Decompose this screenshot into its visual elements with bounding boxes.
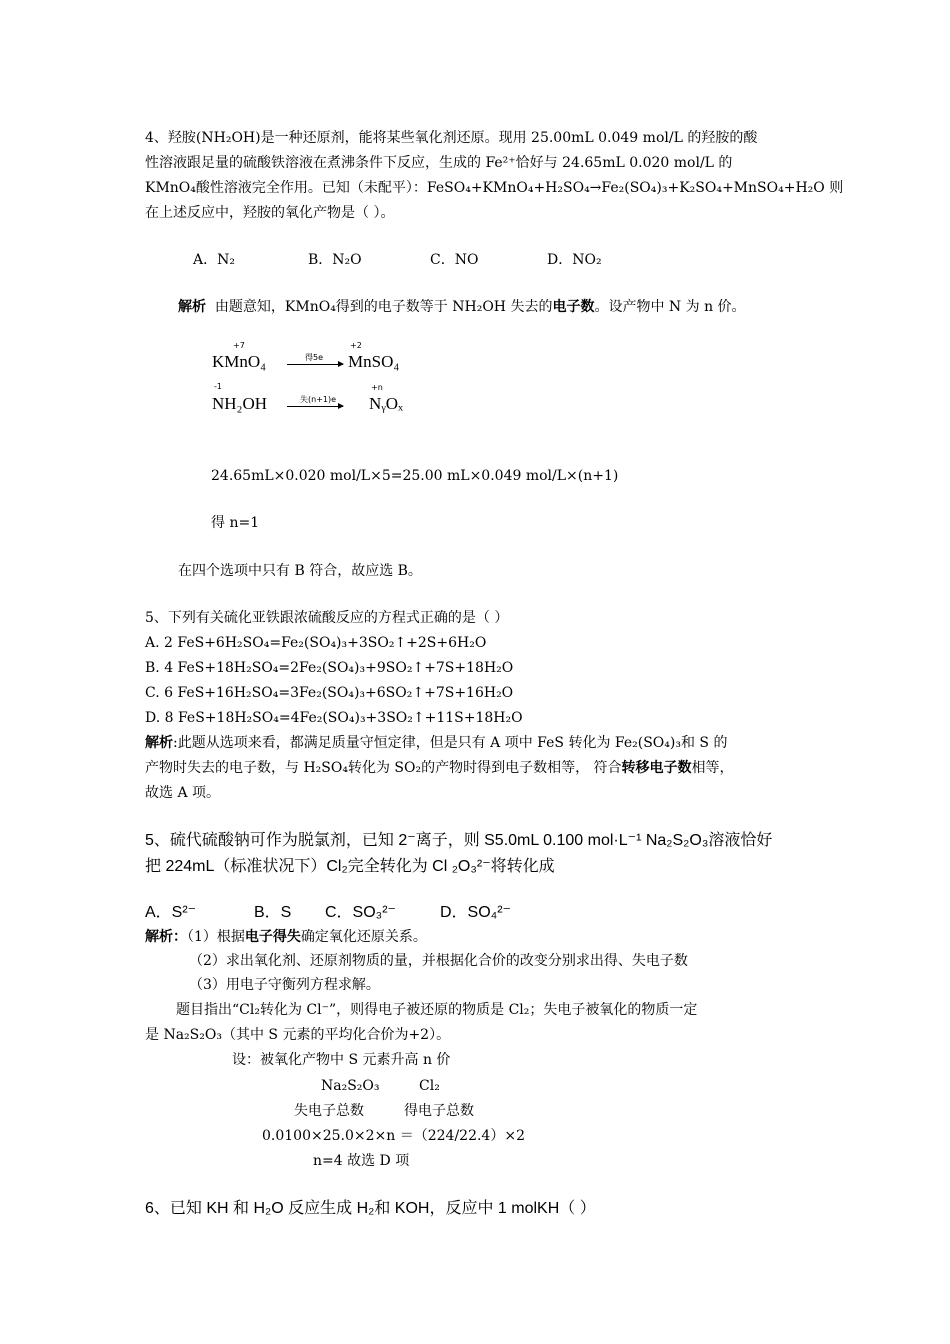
q4-result: 得 n=1 [211,515,260,531]
q4-analysis-bold: 电子数 [552,299,595,315]
q4-analysis-label: 解析 [178,299,206,315]
q5a-option-b: B. 4 FeS+18H₂SO₄=2Fe₂(SO₄)₃+9SO₂↑+7S+18H₂O [145,660,514,676]
q5a-analysis-text-2: 产物时失去的电子数，与 H₂SO₄转化为 SO₂的产物时得到电子数相等， 符合 [145,760,622,776]
q5a-analysis-label: 解析 [145,735,173,751]
q4-calculation: 24.65mL×0.020 mol/L×5=25.00 mL×0.049 mol/L×(n+1) [211,468,619,484]
q4-analysis-text-a: 由题意知，KMnO₄得到的电子数等于 NH₂OH 失去的 [214,299,553,315]
q5b-answer: n=4 故选 D 项 [313,1153,410,1169]
q5b-line-1: 5、硫代硫酸钠可作为脱氯剂，已知 2⁻离子，则 S5.0mL 0.100 mol·L⁻¹ Na₂S₂O₃溶液恰好 [145,832,773,849]
q4-line-2: 性溶液跟足量的硫酸铁溶液在煮沸条件下反应，生成的 Fe²⁺恰好与 24.65mL 0.020 mol/L 的 [145,155,733,171]
q5a-analysis-line-2 [145,758,734,778]
q5b-label-2: 得电子总数 [404,1103,474,1119]
q6-title: 6、已知 KH 和 H₂O 反应生成 H₂和 KOH，反应中 1 molKH（ ） [145,1200,596,1217]
q5b-analysis-label: 解析： [145,929,187,945]
q5b-column-1: Na₂S₂O₃ [321,1078,380,1094]
q4-option-c: C．NO [430,252,479,268]
scheme-r1-right: MnSO₄ [348,352,400,371]
scheme-r1-arrow [287,364,343,365]
q5b-setup: 设：被氧化产物中 S 元素升高 n 价 [232,1052,451,1068]
q5b-option-c: C．SO₃²⁻ [325,904,396,921]
q4-conclusion: 在四个选项中只有 B 符合，故应选 B。 [178,563,422,579]
q4-option-d: D．NO₂ [547,252,602,268]
scheme-r2-ox: -1 [214,382,222,391]
q4-option-b: B．N₂O [308,252,362,268]
q5b-option-b: B．S [254,904,292,921]
q4-line-3: KMnO₄酸性溶液完全作用。已知（未配平）：FeSO₄+KMnO₄+H₂SO₄→Fe₂(SO₄)₃+K₂SO₄+MnSO₄+H₂O 则 [145,180,844,196]
q5a-option-d: D. 8 FeS+18H₂SO₄=4Fe₂(SO₄)₃+3SO₂↑+11S+18H₂O [145,710,523,726]
q5b-line-2: 把 224mL（标准状况下）Cl₂完全转化为 Cl ₂O₃²⁻将转化成 [145,858,555,875]
scheme-r2-right-ox: +n [371,383,383,392]
q5b-equation: 0.0100×25.0×2×n ＝（224/22.4）×2 [262,1128,525,1144]
q5a-analysis-bold: 转移电子数 [621,760,692,776]
q5b-analysis-step-3: （3）用电子守衡列方程求解。 [189,977,380,993]
q5a-title: 5、下列有关硫化亚铁跟浓硫酸反应的方程式正确的是（ ） [145,610,509,626]
q5a-option-a: A. 2 FeS+6H₂SO₄=Fe₂(SO₄)₃+3SO₂↑+2S+6H₂O [145,635,487,651]
q4-analysis-text-c: 。设产物中 N 为 n 价。 [594,299,746,315]
q5b-paragraph-1: 题目指出“Cl₂转化为 Cl⁻”，则得电子被还原的物质是 Cl₂；失电子被氧化的物质一定 [176,1002,698,1018]
scheme-r2-right: NᵧOₓ [369,394,403,413]
q4-line-4: 在上述反应中，羟胺的氧化产物是（ ）。 [145,205,395,221]
q5b-step-1a: （1）根据 [187,929,245,945]
q5b-column-2: Cl₂ [419,1078,440,1094]
q5a-analysis-tail: 相等， [691,760,734,776]
scheme-r2-arrow-label: 失(n+1)e [300,395,337,404]
q5a-analysis-line-3: 故选 A 项。 [145,785,221,801]
q5b-option-a: A．S²⁻ [145,904,197,921]
q5a-option-c: C. 6 FeS+16H₂SO₄=3Fe₂(SO₄)₃+6SO₂↑+7S+16H₂O [145,685,514,701]
scheme-r1-arrow-label: 得5e [305,353,324,362]
q5b-option-d: D．SO₄²⁻ [440,904,511,921]
q5a-analysis-line-1 [145,733,727,753]
q5b-analysis-step-1 [145,927,427,947]
scheme-r1-left: KMnO₄ [212,352,267,371]
q5b-label-1: 失电子总数 [294,1103,364,1119]
scheme-r2-left: NH₂OH [212,394,268,413]
q5b-step-1-bold: 电子得失 [244,929,301,945]
scheme-r1-right-ox: +2 [350,341,362,350]
q4-option-a: A．N₂ [193,252,235,268]
scheme-r2-arrow [287,406,343,407]
q5b-analysis-step-2: （2）求出氧化剂、还原剂物质的量，并根据化合价的改变分别求出得、失电子数 [189,953,688,969]
q5b-paragraph-2: 是 Na₂S₂O₃（其中 S 元素的平均化合价为+2）。 [145,1027,451,1043]
q5a-analysis-text-1: :此题从选项来看，都满足质量守恒定律，但是只有 A 项中 FeS 转化为 Fe₂(SO₄)₃和 S 的 [173,735,728,751]
q4-line-1: 4、羟胺(NH₂OH)是一种还原剂，能将某些氧化剂还原。现用 25.00mL 0.049 mol/L 的羟胺的酸 [145,130,758,146]
scheme-r1-ox: +7 [233,341,245,350]
q4-analysis [178,297,746,317]
q5b-step-1c: 确定氧化还原关系。 [300,929,427,945]
